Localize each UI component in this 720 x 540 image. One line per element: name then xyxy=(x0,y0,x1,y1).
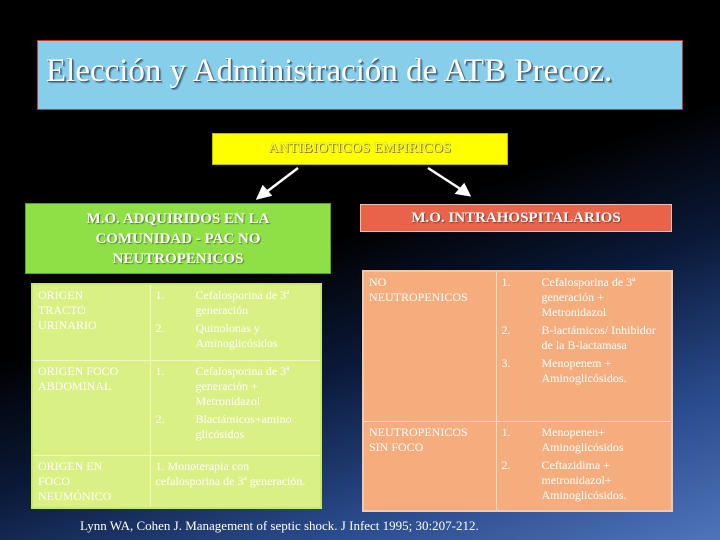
table-row xyxy=(32,360,321,455)
community-header xyxy=(25,203,331,274)
citation: Lynn WA, Cohen J. Management of septic shock. J Infect 1995; 30:207-212. xyxy=(80,518,479,533)
community-header-line-1: M.O. ADQUIRIDOS EN LA xyxy=(86,211,270,227)
list-item: 3. Menopenem + Aminoglicósidos. xyxy=(501,356,627,385)
row-label: NO NEUTROPENICOS xyxy=(363,271,496,421)
row-label: ORIGEN EN FOCO NEUMÓNICO xyxy=(32,455,150,508)
table-row xyxy=(363,271,672,421)
list-item: 1. Cefalosporina de 3ª generación xyxy=(155,288,290,317)
list-item: 2. Ceftazidima + metronidazol+ Aminoglicósidos. xyxy=(501,457,627,502)
hospital-table xyxy=(362,270,673,512)
list-item: 2. B-lactámicos/ Inhibidor de la B-lactamasa xyxy=(501,323,656,352)
arrow-left-head-icon xyxy=(258,187,270,198)
list-item: 2. Blactámicos+amino glicósidos xyxy=(155,411,292,441)
table-row xyxy=(32,455,321,508)
slide-title: Elección y Administración de ATB Precoz. xyxy=(46,53,613,89)
row-label: ORIGEN TRACTO URINARIO xyxy=(32,284,150,360)
row-label: ORIGEN FOCO ABDOMINAL xyxy=(32,360,150,455)
row-treatments xyxy=(496,421,672,511)
list-item: 1. Cefalosporina de 3ª generación + Metronidazol xyxy=(155,363,290,408)
row-label: NEUTROPENICOS SIN FOCO xyxy=(363,421,496,511)
table-row xyxy=(32,284,321,360)
arrow-left-icon xyxy=(265,168,298,193)
row-treatments xyxy=(150,284,321,360)
row-treatments: 1. Monoterapia con cefalosporina de 3ª generación. xyxy=(150,455,321,508)
hospital-header: M.O. INTRAHOSPITALARIOS xyxy=(360,204,672,232)
list-item: 2. Quinolonas y Aminoglicósidos xyxy=(155,321,278,350)
empiric-antibiotics-label: ANTIBIOTICOS EMPIRICOS xyxy=(212,133,508,165)
list-item: 1. Menopenen+ Aminoglicósidos xyxy=(501,424,624,454)
list-item: 1. Cefalosporina de 3ª generación + Metronidazol xyxy=(501,275,636,319)
community-header-line-2: COMUNIDAD - PAC NO xyxy=(95,231,261,247)
row-treatments xyxy=(496,271,672,421)
arrow-right-icon xyxy=(428,168,462,190)
community-table xyxy=(31,283,322,509)
community-header-line-3: NEUTROPENICOS xyxy=(112,251,244,267)
table-row xyxy=(363,421,672,511)
row-treatments xyxy=(150,360,321,455)
